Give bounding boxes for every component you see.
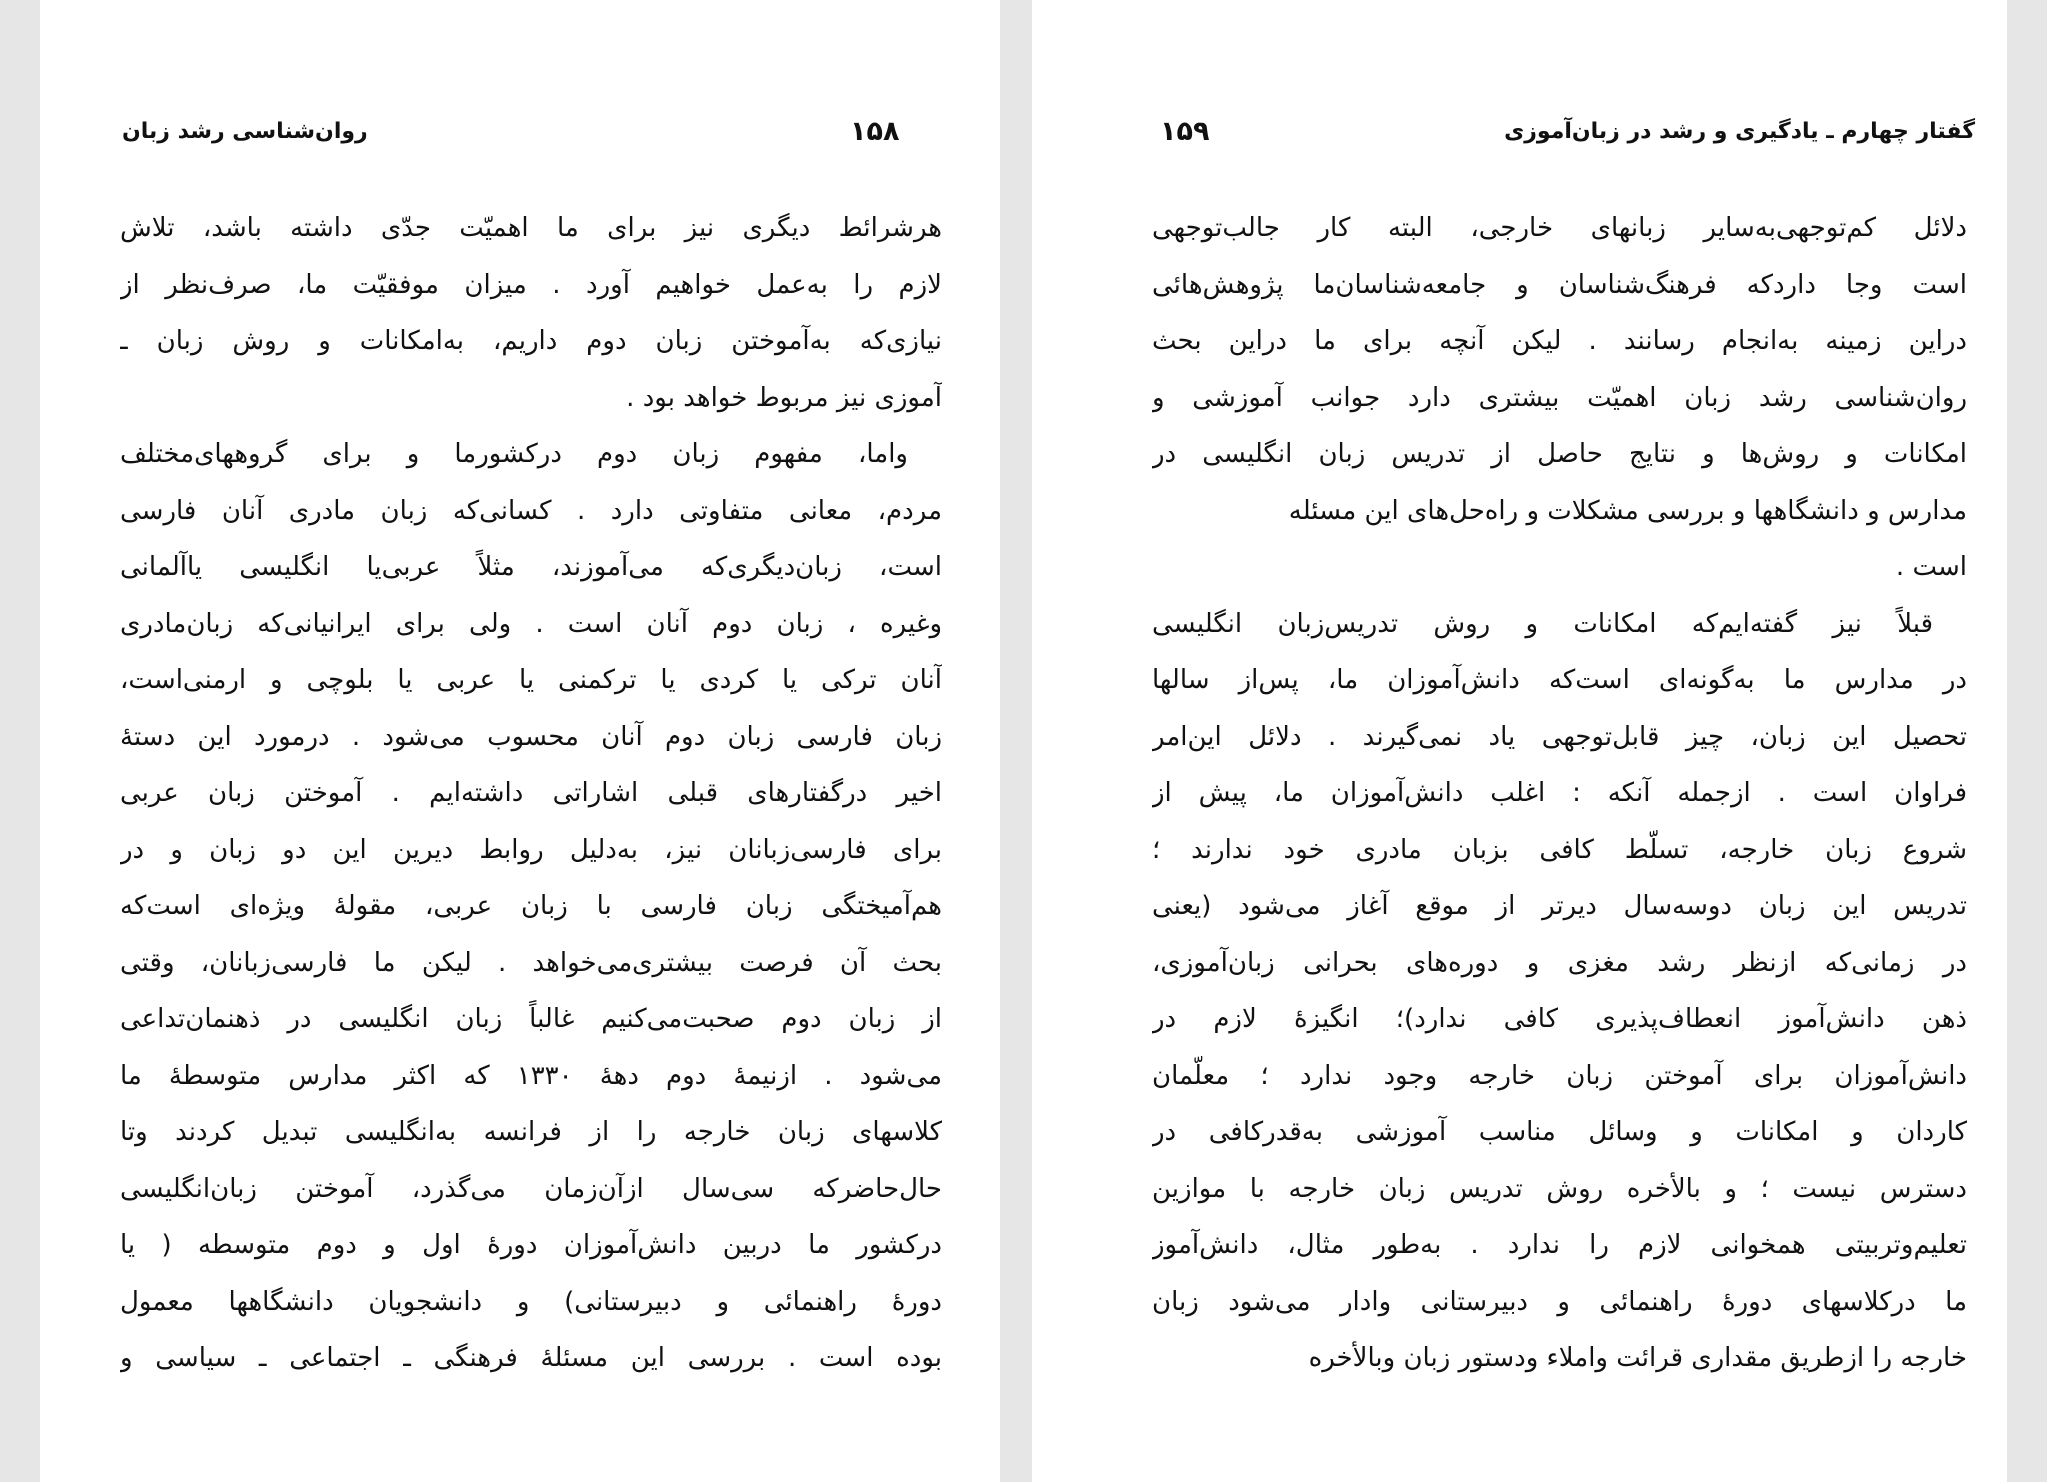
page-number: ۱۵۸ <box>850 116 900 147</box>
text-line: ما درکلاسهای دورهٔ راهنمائی و دبیرستانی وادار می‌شود زبان <box>1152 1286 1967 1317</box>
text-line: امکانات و روش‌ها و نتایج حاصل از تدریس زبان انگلیسی در <box>1152 439 1967 469</box>
text-line: لازم را به‌عمل خواهیم آورد . میزان موفقیّت ما، صرف‌نظر از <box>120 269 942 300</box>
text-line: بوده است . بررسی این مسئلهٔ فرهنگی ـ اجتماعی ـ سیاسی و <box>120 1343 942 1373</box>
text-line: ذهن دانش‌آموز انعطاف‌پذیری کافی ندارد)؛ انگیزهٔ لازم در <box>1152 1004 1967 1034</box>
text-line: قبلاً نیز گفته‌ایم‌که امکانات و روش تدریس‌زبان انگلیسی <box>1152 608 1933 639</box>
text-line: اخیر درگفتارهای قبلی اشاراتی داشته‌ایم . آموختن زبان عربی <box>120 778 942 808</box>
left-page <box>40 0 1000 1482</box>
text-line: دورهٔ راهنمائی و دبیرستانی) و دانشجویان دانشگاهها معمول <box>120 1286 942 1317</box>
text-line: مدارس و دانشگاهها و بررسی مشکلات و راه‌حل‌های این مسئله <box>1288 495 1967 526</box>
text-line: تدریس این زبان دوسه‌سال دیرتر از موقع آغاز می‌شود (یعنی <box>1152 891 1967 921</box>
text-line: وغیره ، زبان دوم آنان است . ولی برای ایرانیانی‌که زبان‌مادری <box>120 608 942 639</box>
right-page <box>1032 0 2007 1482</box>
text-line: درکشور ما دربین دانش‌آموزان دورهٔ اول و دوم متوسطه ( یا <box>120 1230 942 1260</box>
text-line: کاردان و امکانات و وسائل مناسب آموزشی به‌قدرکافی در <box>1152 1117 1967 1147</box>
text-line: دراین زمینه به‌انجام رسانند . لیکن آنچه برای ما دراین بحث <box>1152 326 1967 356</box>
text-line: است وجا داردکه فرهنگ‌شناسان و جامعه‌شناسان‌ما پژوهش‌هائی <box>1152 269 1967 300</box>
text-line: می‌شود . ازنیمهٔ دوم دههٔ ۱۳۳۰ که اکثر مدارس متوسطهٔ ما <box>120 1060 942 1091</box>
text-line: از زبان دوم صحبت‌می‌کنیم غالباً زبان انگلیسی در ذهنمان‌تداعی <box>120 1004 942 1034</box>
running-head-title: روان‌شناسی رشد زبان <box>122 119 368 144</box>
text-line: در مدارس ما به‌گونه‌ای است‌که دانش‌آموزان ما، پس‌از سالها <box>1152 665 1967 695</box>
text-line: مردم، معانی متفاوتی دارد . کسانی‌که زبان مادری آنان فارسی <box>120 495 942 526</box>
page-gutter <box>1000 0 1032 1482</box>
text-line: شروع زبان خارجه، تسلّط کافی بزبان مادری خود ندارند ؛ <box>1152 834 1967 865</box>
text-line: در زمانی‌که ازنظر رشد مغزی و دوره‌های بحرانی زبان‌آموزی، <box>1152 947 1967 978</box>
text-line: زبان فارسی زبان دوم آنان محسوب می‌شود . درمورد این دستهٔ <box>120 721 942 752</box>
text-line: هم‌آمیختگی زبان فارسی با زبان عربی، مقولهٔ ویژه‌ای است‌که <box>120 891 942 921</box>
body-text <box>120 200 942 1387</box>
text-line: بحث آن فرصت بیشتری‌می‌خواهد . لیکن ما فارسی‌زبانان، وقتی <box>120 947 942 978</box>
text-line: آنان ترکی یا کردی یا ترکمنی یا عربی یا بلوچی و ارمنی‌است، <box>120 665 942 695</box>
text-line: فراوان است . ازجمله آنکه : اغلب دانش‌آموزان ما، پیش از <box>1152 778 1967 808</box>
text-line: کلاسهای زبان خارجه را از فرانسه به‌انگلیسی تبدیل کردند وتا <box>120 1117 942 1147</box>
text-line: است، زبان‌دیگری‌که می‌آموزند، مثلاً عربی‌یا انگلیسی یاآلمانی <box>120 552 942 582</box>
running-head-title: گفتار چهارم ـ یادگیری و رشد در زبان‌آموزی <box>1504 119 1975 144</box>
text-line: واما، مفهوم زبان دوم درکشورما و برای گروههای‌مختلف <box>120 439 908 469</box>
text-line: برای فارسی‌زبانان نیز، به‌دلیل روابط دیرین این دو زبان و در <box>120 834 942 865</box>
text-line: دانش‌آموزان برای آموختن زبان خارجه وجود ندارد ؛ معلّمان <box>1152 1060 1967 1091</box>
page-number: ۱۵۹ <box>1160 116 1210 147</box>
text-line: هرشرائط دیگری نیز برای ما اهمیّت جدّی داشته باشد، تلاش <box>120 213 942 243</box>
text-line: است . <box>1895 552 1967 582</box>
text-line: خارجه را ازطریق مقداری قرائت واملاء ودستور زبان وبالأخره <box>1308 1343 1967 1373</box>
text-line: حال‌حاضرکه سی‌سال ازآن‌زمان می‌گذرد، آموختن زبان‌انگلیسی <box>120 1173 942 1204</box>
text-line: تحصیل این زبان، چیز قابل‌توجهی یاد نمی‌گیرند . دلائل این‌امر <box>1152 721 1967 752</box>
text-line: دلائل کم‌توجهی‌به‌سایر زبانهای خارجی، البته کار جالب‌توجهی <box>1152 213 1967 243</box>
text-line: دسترس نیست ؛ و بالأخره روش تدریس زبان خارجه با موازین <box>1152 1173 1967 1204</box>
text-line: تعلیم‌وتربیتی همخوانی لازم را ندارد . به‌طور مثال، دانش‌آموز <box>1152 1230 1967 1260</box>
text-line: نیازی‌که به‌آموختن زبان دوم داریم، به‌امکانات و روش زبان ـ <box>120 326 942 356</box>
text-line: روان‌شناسی رشد زبان اهمیّت بیشتری دارد جوانب آموزشی و <box>1152 382 1967 413</box>
body-text <box>1152 200 1967 1387</box>
text-line: آموزی نیز مربوط خواهد بود . <box>626 382 942 413</box>
